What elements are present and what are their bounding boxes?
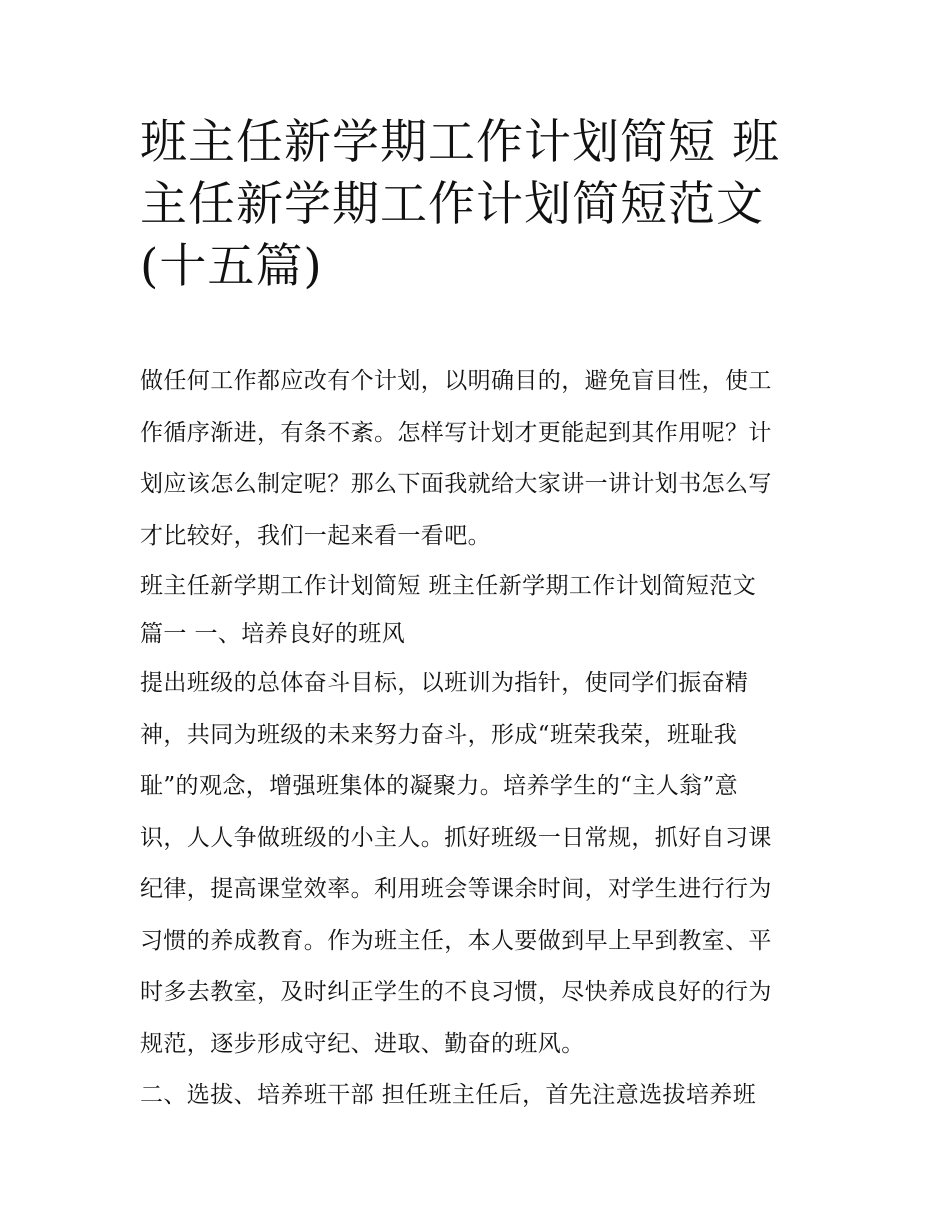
document-body: [140, 356, 820, 1122]
text-line: 划应该怎么制定呢？那么下面我就给大家讲一讲计划书怎么写: [140, 471, 772, 497]
text-line: 作循序渐进，有条不紊。怎样写计划才更能起到其作用呢？计: [140, 419, 772, 446]
text-line: 二、选拔、培养班干部 担任班主任后，首先注意选拔培养班: [140, 1082, 757, 1108]
title-line: 主任新学期工作计划简短范文: [140, 177, 764, 232]
heading-line: 篇一 一、培养良好的班风: [140, 621, 406, 647]
intro-paragraph: [140, 356, 820, 562]
section-1-paragraph: [140, 658, 820, 1070]
text-line: 耻”的观念，增强班集体的凝聚力。培养学生的“主人翁”意: [140, 773, 739, 799]
section-2-paragraph: [140, 1070, 820, 1122]
section-heading: [140, 562, 820, 658]
document-title: [140, 112, 820, 298]
text-line: 识，人人争做班级的小主人。抓好班级一日常规，抓好自习课: [140, 824, 772, 851]
text-line: 纪律，提高课堂效率。利用班会等课余时间，对学生进行行为: [140, 876, 772, 902]
heading-line: 班主任新学期工作计划简短 班主任新学期工作计划简短范文: [140, 573, 757, 599]
text-line: 习惯的养成教育。作为班主任，本人要做到早上早到教室、平: [140, 927, 772, 954]
text-line: 神，共同为班级的未来努力奋斗，形成“班荣我荣，班耻我: [140, 721, 738, 748]
text-line: 时多去教室，及时纠正学生的不良习惯，尽快养成良好的行为: [140, 979, 772, 1005]
text-line: 提出班级的总体奋斗目标，以班训为指针，使同学们振奋精: [140, 670, 749, 696]
text-line: 做任何工作都应改有个计划，以明确目的，避免盲目性，使工: [140, 368, 772, 394]
title-line: 班主任新学期工作计划简短 班: [140, 115, 780, 170]
title-line: (十五篇): [140, 239, 323, 294]
text-line: 才比较好，我们一起来看一看吧。: [140, 522, 491, 549]
text-line: 规范，逐步形成守纪、进取、勤奋的班风。: [140, 1030, 585, 1057]
